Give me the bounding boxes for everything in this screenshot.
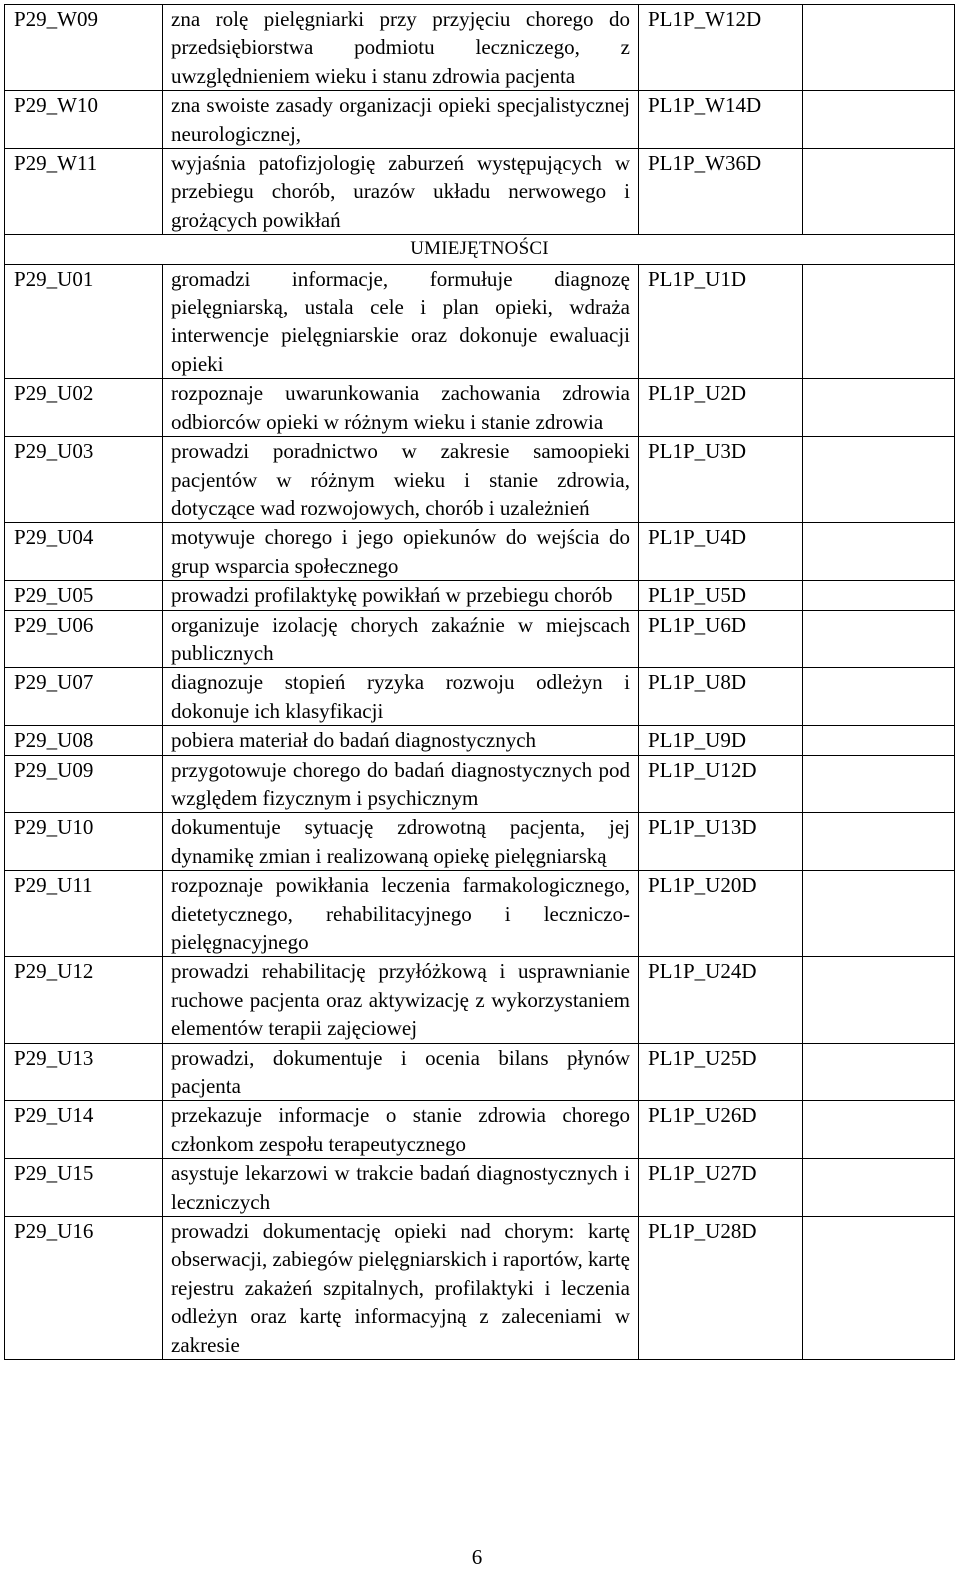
outcome-reference: PL1P_U9D	[639, 726, 803, 755]
outcome-description: rozpoznaje uwarunkowania zachowania zdrowia odbiorców opieki w różnym wieku i stanie zdrowia	[163, 379, 639, 437]
outcome-description: przygotowuje chorego do badań diagnostycznych pod względem fizycznym i psychicznym	[163, 755, 639, 813]
outcome-code: P29_U08	[5, 726, 163, 755]
outcome-reference: PL1P_U4D	[639, 523, 803, 581]
table-row	[5, 755, 955, 813]
outcome-description: diagnozuje stopień ryzyka rozwoju odleżyn i dokonuje ich klasyfikacji	[163, 668, 639, 726]
outcome-code: P29_U01	[5, 264, 163, 379]
outcome-code: P29_U06	[5, 610, 163, 668]
empty-cell	[803, 5, 955, 91]
table-row	[5, 437, 955, 523]
outcome-reference: PL1P_U5D	[639, 581, 803, 610]
outcome-description: organizuje izolację chorych zakaźnie w miejscach publicznych	[163, 610, 639, 668]
outcome-reference: PL1P_U27D	[639, 1159, 803, 1217]
outcome-reference: PL1P_U1D	[639, 264, 803, 379]
outcome-description: prowadzi rehabilitację przyłóżkową i usprawnianie ruchowe pacjenta oraz aktywizację z wykorzystaniem elementów terapii zajęciowej	[163, 957, 639, 1043]
empty-cell	[803, 1043, 955, 1101]
section-title-skills: UMIEJĘTNOŚCI	[5, 235, 955, 264]
outcome-code: P29_U10	[5, 813, 163, 871]
outcome-reference: PL1P_U3D	[639, 437, 803, 523]
empty-cell	[803, 1101, 955, 1159]
outcome-code: P29_U09	[5, 755, 163, 813]
empty-cell	[803, 91, 955, 149]
outcome-description: dokumentuje sytuację zdrowotną pacjenta, jej dynamikę zmian i realizowaną opiekę pielęgniarską	[163, 813, 639, 871]
table-row	[5, 91, 955, 149]
outcome-code: P29_U05	[5, 581, 163, 610]
outcome-code: P29_U11	[5, 871, 163, 957]
empty-cell	[803, 1217, 955, 1360]
outcome-description: asystuje lekarzowi w trakcie badań diagnostycznych i leczniczych	[163, 1159, 639, 1217]
outcome-reference: PL1P_U2D	[639, 379, 803, 437]
table-row	[5, 871, 955, 957]
empty-cell	[803, 610, 955, 668]
outcome-code: P29_W10	[5, 91, 163, 149]
table-row	[5, 1101, 955, 1159]
empty-cell	[803, 523, 955, 581]
table-row	[5, 264, 955, 379]
empty-cell	[803, 149, 955, 235]
outcome-description: motywuje chorego i jego opiekunów do wejścia do grup wsparcia społecznego	[163, 523, 639, 581]
outcome-reference: PL1P_W12D	[639, 5, 803, 91]
page-number: 6	[471, 1545, 483, 1569]
outcome-code: P29_U04	[5, 523, 163, 581]
outcome-reference: PL1P_U20D	[639, 871, 803, 957]
outcome-code: P29_W09	[5, 5, 163, 91]
outcome-description: prowadzi poradnictwo w zakresie samoopieki pacjentów w różnym wieku i stanie zdrowia, dotyczące wad rozwojowych, chorób i uzależnień	[163, 437, 639, 523]
outcome-reference: PL1P_U25D	[639, 1043, 803, 1101]
outcome-description: rozpoznaje powikłania leczenia farmakologicznego, dietetycznego, rehabilitacyjnego i leczniczo-pielęgnacyjnego	[163, 871, 639, 957]
outcome-reference: PL1P_U24D	[639, 957, 803, 1043]
outcome-code: P29_U02	[5, 379, 163, 437]
table-row	[5, 610, 955, 668]
outcome-code: P29_U12	[5, 957, 163, 1043]
empty-cell	[803, 813, 955, 871]
empty-cell	[803, 581, 955, 610]
empty-cell	[803, 871, 955, 957]
table-row	[5, 5, 955, 91]
empty-cell	[803, 264, 955, 379]
outcome-reference: PL1P_U28D	[639, 1217, 803, 1360]
section-header-row	[5, 235, 955, 264]
learning-outcomes-table	[4, 4, 955, 1360]
table-row	[5, 581, 955, 610]
outcome-code: P29_W11	[5, 149, 163, 235]
table-row	[5, 957, 955, 1043]
empty-cell	[803, 1159, 955, 1217]
table-row	[5, 1043, 955, 1101]
outcome-description: zna swoiste zasady organizacji opieki specjalistycznej neurologicznej,	[163, 91, 639, 149]
outcome-reference: PL1P_U8D	[639, 668, 803, 726]
outcome-description: prowadzi profilaktykę powikłań w przebiegu chorób	[163, 581, 639, 610]
empty-cell	[803, 755, 955, 813]
outcome-description: prowadzi dokumentację opieki nad chorym: kartę obserwacji, zabiegów pielęgniarskich i raportów, kartę rejestru zakażeń szpitalnych, profilaktyki i leczenia odleżyn oraz kartę informacyjną z zaleceniami w zakresie	[163, 1217, 639, 1360]
outcome-description: przekazuje informacje o stanie zdrowia chorego członkom zespołu terapeutycznego	[163, 1101, 639, 1159]
outcome-code: P29_U15	[5, 1159, 163, 1217]
outcome-reference: PL1P_U12D	[639, 755, 803, 813]
outcome-reference: PL1P_U6D	[639, 610, 803, 668]
outcome-code: P29_U03	[5, 437, 163, 523]
outcome-description: prowadzi, dokumentuje i ocenia bilans płynów pacjenta	[163, 1043, 639, 1101]
outcome-reference: PL1P_U26D	[639, 1101, 803, 1159]
table-row	[5, 379, 955, 437]
table-row	[5, 149, 955, 235]
outcome-description: wyjaśnia patofizjologię zaburzeń występujących w przebiegu chorób, urazów układu nerwowego i grożących powikłań	[163, 149, 639, 235]
outcome-description: gromadzi informacje, formułuje diagnozę pielęgniarską, ustala cele i plan opieki, wdraża interwencje pielęgniarskie oraz dokonuje ewaluacji opieki	[163, 264, 639, 379]
table-row	[5, 813, 955, 871]
empty-cell	[803, 726, 955, 755]
empty-cell	[803, 379, 955, 437]
outcome-code: P29_U14	[5, 1101, 163, 1159]
outcome-reference: PL1P_W36D	[639, 149, 803, 235]
outcome-reference: PL1P_W14D	[639, 91, 803, 149]
outcome-description: pobiera materiał do badań diagnostycznych	[163, 726, 639, 755]
outcome-code: P29_U16	[5, 1217, 163, 1360]
empty-cell	[803, 957, 955, 1043]
empty-cell	[803, 668, 955, 726]
table-row	[5, 1217, 955, 1360]
outcome-code: P29_U13	[5, 1043, 163, 1101]
outcome-description: zna rolę pielęgniarki przy przyjęciu chorego do przedsiębiorstwa podmiotu leczniczego, z uwzględnieniem wieku i stanu zdrowia pacjenta	[163, 5, 639, 91]
empty-cell	[803, 437, 955, 523]
table-row	[5, 726, 955, 755]
outcomes-table-body	[5, 5, 955, 1360]
table-row	[5, 523, 955, 581]
table-row	[5, 1159, 955, 1217]
outcome-code: P29_U07	[5, 668, 163, 726]
table-row	[5, 668, 955, 726]
outcome-reference: PL1P_U13D	[639, 813, 803, 871]
